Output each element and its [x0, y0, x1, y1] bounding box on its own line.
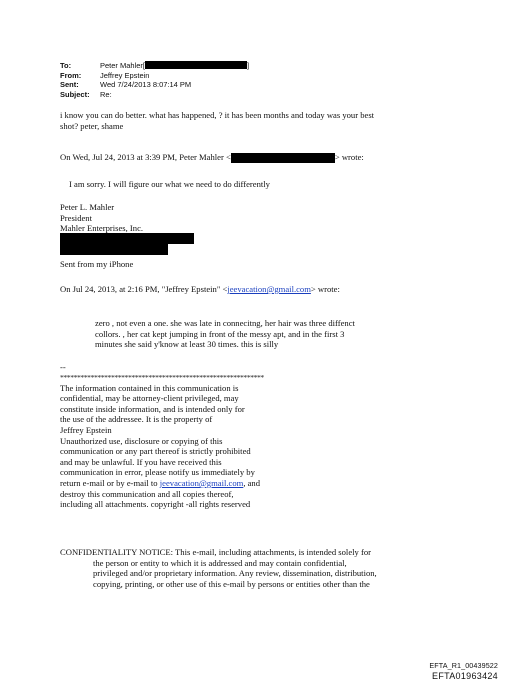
- disclaimer-line: destroy this communication and all copies thereof,: [60, 488, 234, 499]
- signature: [60, 202, 143, 234]
- from-row: [60, 71, 249, 81]
- disclaimer-line: the use of the addressee. It is the property of: [60, 414, 213, 425]
- redaction-box: [231, 153, 335, 163]
- to-row: [60, 61, 249, 71]
- disclaimer-line: including all attachments. copyright -all rights reserved: [60, 499, 251, 510]
- disclaimer-line: Jeffrey Epstein: [60, 424, 112, 435]
- confidentiality-line-1: CONFIDENTIALITY NOTICE: This e-mail, including attachments, is intended solely for: [60, 547, 371, 557]
- disclaimer-line: communication in error, please notify us immediately by: [60, 467, 255, 478]
- confidentiality-line-4: copying, printing, or other use of this e-mail by persons or entities other than the: [93, 578, 370, 589]
- quote-header-2: On Jul 24, 2013, at 2:16 PM, "Jeffrey Epstein" <jeevacation@gmail.com> wrote:: [60, 284, 340, 294]
- confidentiality-line-2: the person or entity to which it is addressed and may contain confidential,: [93, 557, 347, 568]
- email-header: [60, 61, 249, 99]
- disclaimer-line: communication or any part thereof is strictly prohibited: [60, 446, 251, 457]
- disclaimer-line: confidential, may be attorney-client privileged, may: [60, 393, 239, 404]
- bates-number: EFTA01963424: [432, 671, 498, 681]
- disclaimer-line: constitute inside information, and is intended only for: [60, 403, 245, 414]
- quoted-line-3: minutes she said y'know at least 30 times. this is silly: [95, 339, 279, 350]
- redaction-box: [145, 61, 250, 70]
- disclaimer-block: [60, 362, 264, 510]
- subject-label: Subject:: [60, 89, 90, 99]
- quote-header-1: [60, 152, 364, 163]
- email-link[interactable]: jeevacation@gmail.com: [227, 284, 311, 294]
- from-label: From:: [60, 70, 82, 80]
- sent-from-line: Sent from my iPhone: [60, 259, 134, 269]
- body-line-1: i know you can do better. what has happened, ? it has been months and today was your best: [60, 110, 375, 120]
- sig-company: Mahler Enterprises, Inc.: [60, 223, 144, 234]
- reply-text: I am sorry. I will figure our what we need to do differently: [69, 179, 270, 189]
- redaction-box: [60, 244, 168, 255]
- disclaimer-dashes: --: [60, 362, 66, 372]
- sig-title: President: [60, 212, 92, 223]
- subject-value: Re:: [100, 89, 112, 99]
- from-value: Jeffrey Epstein: [100, 70, 150, 80]
- quoted-line-1: zero , not even a one. she was late in connecitng, her hair was three diffenct: [95, 318, 355, 328]
- subject-row: [60, 90, 249, 100]
- disclaimer-stars: ************************************************************: [60, 372, 264, 382]
- body-line-2: shot? peter, shame: [60, 120, 124, 131]
- disclaimer-line: and may be unlawful. If you have received this: [60, 456, 222, 467]
- quoted-message: [95, 318, 355, 350]
- message-body: [60, 110, 374, 131]
- disclaimer-line: Unauthorized use, disclosure or copying of this: [60, 435, 223, 446]
- sent-value: Wed 7/24/2013 8:07:14 PM: [100, 80, 192, 89]
- disclaimer-line: return e-mail or by e-mail to jeevacation@gmail.com, and: [60, 477, 261, 488]
- redaction-box: [60, 233, 194, 244]
- email-link[interactable]: jeevacation@gmail.com: [159, 477, 244, 488]
- quote1-post: > wrote:: [334, 152, 364, 162]
- to-label: To:: [60, 61, 72, 70]
- disclaimer-line: The information contained in this communication is: [60, 382, 239, 393]
- bates-number-small: EFTA_R1_00439522: [429, 661, 498, 670]
- quoted-line-2: collors. , her cat kept jumping in front of the messy apt, and in the first 3: [95, 328, 345, 339]
- sent-label: Sent:: [60, 80, 79, 89]
- confidentiality-notice: [60, 547, 377, 589]
- confidentiality-line-3: privileged and/or proprietary information. Any review, dissemination, distribution,: [93, 568, 377, 579]
- quote1-pre: On Wed, Jul 24, 2013 at 3:39 PM, Peter Mahler <: [60, 152, 231, 162]
- to-value: Peter Mahler[: [100, 61, 146, 70]
- sig-name: Peter L. Mahler: [60, 202, 115, 212]
- to-close: ]: [247, 61, 250, 70]
- sent-row: [60, 80, 249, 90]
